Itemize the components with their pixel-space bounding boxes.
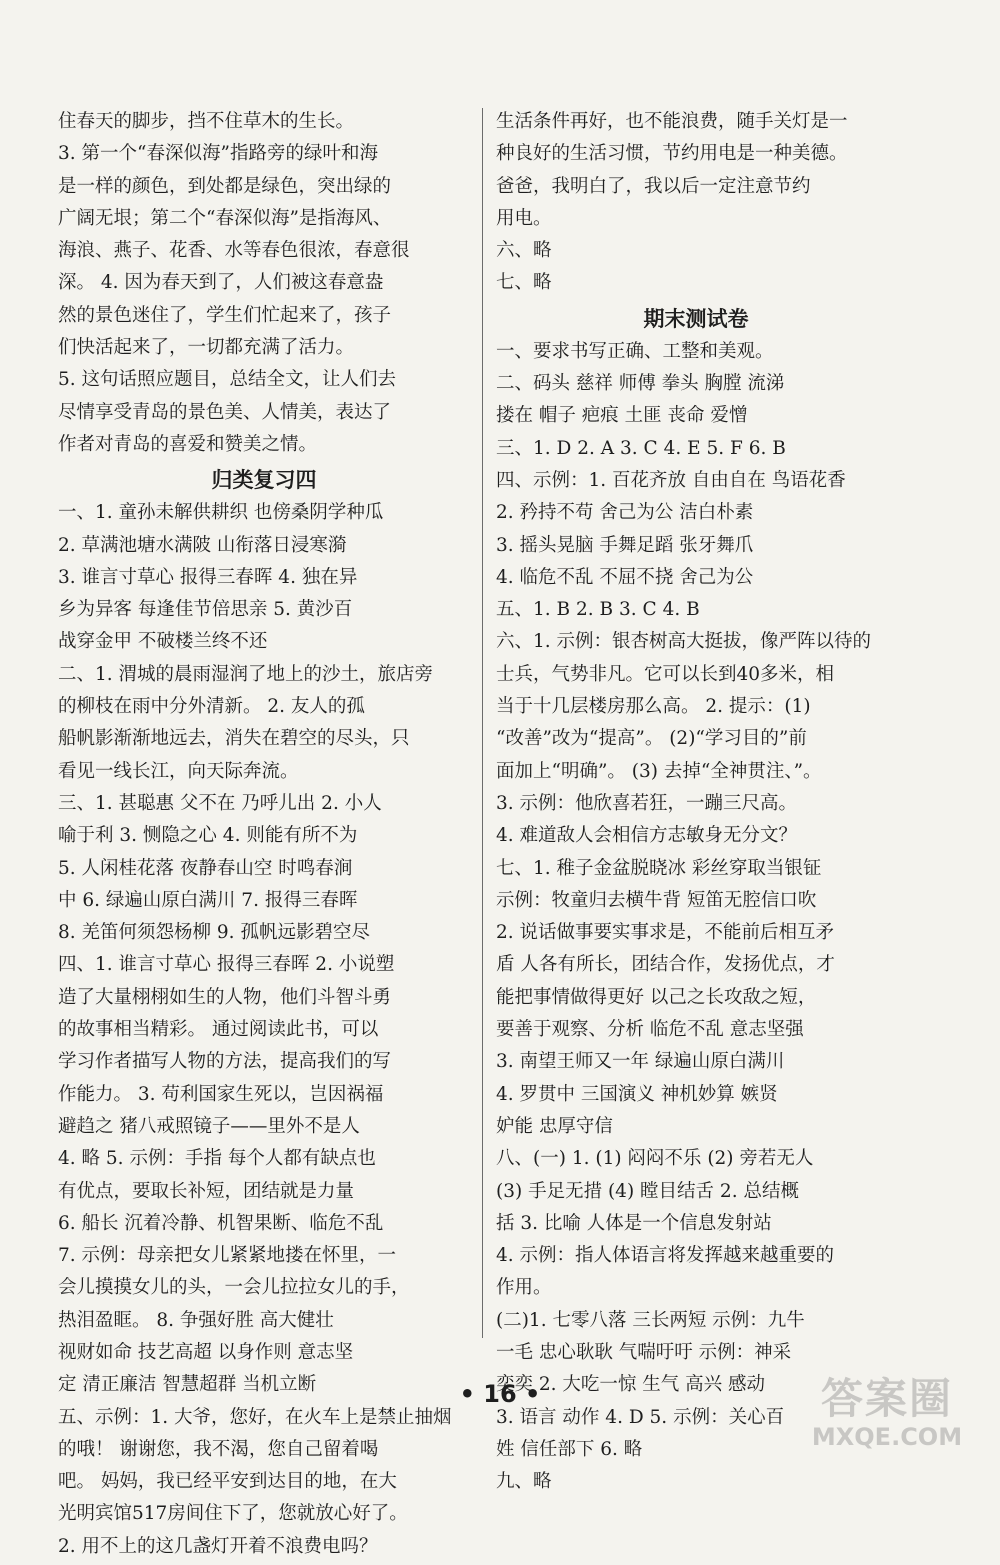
left-text-line: 的柳枝在雨中分外清新。 2. 友人的孤 (58, 696, 365, 718)
right-text-line: 士兵，气势非凡。它可以长到40多米，相 (496, 663, 835, 685)
left-text-line: 定 清正廉洁 智慧超群 当机立断 (58, 1374, 317, 1396)
left-text-line: 热泪盈眶。 8. 争强好胜 高大健壮 (58, 1309, 334, 1331)
left-text-line: 尽情享受青岛的景色美、人情美，表达了 (58, 401, 392, 423)
right-text-line: 姓 信任部下 6. 略 (496, 1438, 643, 1460)
left-text-line: 海浪、燕子、花香、水等春色很浓，春意很 (58, 240, 410, 262)
left-text-line: 船帆影渐渐地远去，消失在碧空的尽头，只 (58, 728, 410, 750)
right-text-line: (3) 手足无措 (4) 瞠目结舌 2. 总结概 (496, 1180, 799, 1202)
right-text-line: 爸爸，我明白了，我以后一定注意节约 (496, 175, 811, 197)
left-text-line: 二、1. 渭城的晨雨湿润了地上的沙土，旅店旁 (58, 663, 434, 685)
left-text-line: 们快活起来了，一切都充满了活力。 (58, 337, 355, 359)
right-text-line: 示例：牧童归去横牛背 短笛无腔信口吹 (496, 889, 817, 911)
right-text-line: 搂在 帽子 疤痕 土匪 丧命 爱憎 (496, 405, 748, 427)
left-text-line: 5. 人闲桂花落 夜静春山空 时鸣春涧 (58, 857, 353, 879)
left-text-line: 吧。 妈妈，我已经平安到达目的地，在大 (58, 1471, 397, 1493)
left-text-line: 8. 羌笛何须怨杨柳 9. 孤帆远影碧空尽 (58, 922, 370, 944)
right-text-line: 六、1. 示例：银杏树高大挺拔，像严阵以待的 (496, 631, 872, 653)
right-text-line: 七、略 (496, 272, 552, 294)
right-text-line: 3. 示例：他欣喜若狂，一蹦三尺高。 (496, 792, 798, 814)
right-text-line: 3. 摇头晃脑 手舞足蹈 张牙舞爪 (496, 534, 754, 556)
watermark-bottom: MXQE.COM (811, 1423, 963, 1451)
left-text-line: 作者对青岛的喜爱和赞美之情。 (58, 433, 318, 455)
right-text-line: 2. 矜持不苟 舍己为公 洁白朴素 (496, 502, 754, 524)
left-text-line: 的哦！ 谢谢您，我不渴，您自己留着喝 (58, 1438, 379, 1460)
left-text-line: 住春天的脚步，挡不住草木的生长。 (58, 111, 355, 132)
left-text-line: 避趋之 猪八戒照镜子——里外不是人 (58, 1115, 360, 1137)
left-text-line: 有优点，要取长补短，团结就是力量 (58, 1180, 355, 1202)
right-text-line: 用电。 (496, 207, 552, 229)
left-section-heading: 归类复习四 (211, 468, 317, 493)
left-text-line: 光明宾馆517房间住下了，您就放心好了。 (58, 1503, 408, 1525)
right-text-line: 要善于观察、分析 临危不乱 意志坚强 (496, 1019, 804, 1041)
right-text-line: 面加上“明确”。 (3) 去掉“全神贯注、”。 (496, 760, 822, 782)
right-text-line: 一毛 忠心耿耿 气喘吁吁 示例：神采 (496, 1341, 792, 1363)
left-text-line: 会儿摸摸女儿的头，一会儿拉拉女儿的手， (58, 1277, 410, 1299)
left-text-line: 深。 4. 因为春天到了，人们被这春意盎 (58, 272, 384, 294)
right-text-line: 四、示例：1. 百花齐放 自由自在 鸟语花香 (496, 469, 846, 491)
right-text-line: “改善”改为“提高”。 (2)“学习目的”前 (496, 728, 807, 750)
left-text-line: 然的景色迷住了，学生们忙起来了，孩子 (58, 304, 392, 326)
right-text-line: 一、要求书写正确、工整和美观。 (496, 340, 774, 362)
right-text-line: 能把事情做得更好 以己之长攻敌之短， (496, 986, 817, 1008)
right-text-line: 奕奕 2. 大吃一惊 生气 高兴 感动 (496, 1374, 766, 1396)
right-text-line: 3. 语言 动作 4. D 5. 示例：关心百 (496, 1406, 785, 1428)
left-text-line: 4. 略 5. 示例：手指 每个人都有缺点也 (58, 1148, 376, 1170)
left-text-line: 看见一线长江，向天际奔流。 (58, 760, 299, 782)
right-text-line: 种良好的生活习惯，节约用电是一种美德。 (496, 143, 848, 165)
right-text-line: 2. 说话做事要实事求是，不能前后相互矛 (496, 922, 835, 944)
left-text-line: 6. 船长 沉着冷静、机智果断、临危不乱 (58, 1212, 384, 1234)
watermark-logo (802, 1375, 972, 1457)
left-text-line: 是一样的颜色，到处都是绿色，突出绿的 (58, 175, 392, 197)
left-text-line: 一、1. 童孙未解供耕织 也傍桑阴学种瓜 (58, 502, 384, 524)
right-section-heading: 期末测试卷 (643, 306, 749, 331)
left-text-line: 3. 谁言寸草心 报得三春晖 4. 独在异 (58, 566, 358, 588)
left-text-line: 作能力。 3. 苟利国家生死以，岂因祸福 (58, 1083, 384, 1105)
left-text-line: 造了大量栩栩如生的人物，他们斗智斗勇 (58, 986, 392, 1008)
left-text-line: 喻于利 3. 恻隐之心 4. 则能有所不为 (58, 825, 358, 847)
left-text-line: 五、示例：1. 大爷，您好，在火车上是禁止抽烟 (58, 1406, 452, 1428)
right-text-line: 4. 示例：指人体语言将发挥越来越重要的 (496, 1245, 835, 1267)
right-column (496, 108, 896, 1500)
watermark-top: 答案圈 (820, 1374, 953, 1423)
right-text-line: 七、1. 稚子金盆脱晓冰 彩丝穿取当银钲 (496, 857, 822, 879)
left-text-line: 中 6. 绿遍山原白满川 7. 报得三春晖 (58, 889, 358, 911)
right-text-line: 作用。 (496, 1277, 552, 1299)
right-text-line: 三、1. D 2. A 3. C 4. E 5. F 6. B (496, 437, 786, 459)
page-number: • 16 • (459, 1380, 541, 1408)
left-text-line: 2. 草满池塘水满陂 山衔落日浸寒漪 (58, 534, 347, 556)
right-text-line: 生活条件再好，也不能浪费，随手关灯是一 (496, 111, 848, 132)
right-text-line: 妒能 忠厚守信 (496, 1115, 613, 1137)
right-text-line: 二、码头 慈祥 师傅 拳头 胸膛 流涕 (496, 373, 785, 395)
right-text-line: 括 3. 比喻 人体是一个信息发射站 (496, 1212, 772, 1234)
right-text-line: 3. 南望王师又一年 绿遍山原白满川 (496, 1051, 785, 1073)
left-text-line: 2. 用不上的这几盏灯开着不浪费电吗？ (58, 1535, 378, 1557)
column-divider (482, 108, 483, 1338)
left-text-line: 乡为异客 每逢佳节倍思亲 5. 黄沙百 (58, 599, 353, 621)
left-text-line: 三、1. 甚聪惠 父不在 乃呼儿出 2. 小人 (58, 792, 382, 814)
right-text-line: 五、1. B 2. B 3. C 4. B (496, 599, 700, 621)
left-text-line: 四、1. 谁言寸草心 报得三春晖 2. 小说塑 (58, 954, 395, 976)
left-text-line: 广阔无垠；第二个“春深似海”是指海风、 (58, 207, 392, 229)
right-text-line: 4. 罗贯中 三国演义 神机妙算 嫉贤 (496, 1083, 778, 1105)
left-text-line: 学习作者描写人物的方法，提高我们的写 (58, 1051, 392, 1073)
left-text-line: 的故事相当精彩。 通过阅读此书，可以 (58, 1019, 379, 1041)
right-text-line: 4. 临危不乱 不屈不挠 舍己为公 (496, 566, 754, 588)
right-text-line: 六、略 (496, 240, 552, 262)
left-text-line: 5. 这句话照应题目，总结全文，让人们去 (58, 369, 397, 391)
left-text-line: 7. 示例：母亲把女儿紧紧地搂在怀里，一 (58, 1245, 397, 1267)
right-text-line: 当于十几层楼房那么高。 2. 提示：(1) (496, 696, 811, 718)
right-text-line: 4. 难道敌人会相信方志敏身无分文？ (496, 825, 798, 847)
right-text-line: (二)1. 七零八落 三长两短 示例：九牛 (496, 1309, 805, 1331)
left-text-line: 战穿金甲 不破楼兰终不还 (58, 631, 268, 653)
left-text-line: 3. 第一个“春深似海”指路旁的绿叶和海 (58, 143, 378, 165)
right-text-line: 盾 人各有所长，团结合作，发扬优点，才 (496, 954, 835, 976)
left-text-line: 视财如命 技艺高超 以身作则 意志坚 (58, 1341, 354, 1363)
right-text-line: 九、略 (496, 1471, 552, 1493)
right-text-line: 八、(一) 1. (1) 闷闷不乐 (2) 旁若无人 (496, 1148, 814, 1170)
left-column (58, 108, 470, 1565)
